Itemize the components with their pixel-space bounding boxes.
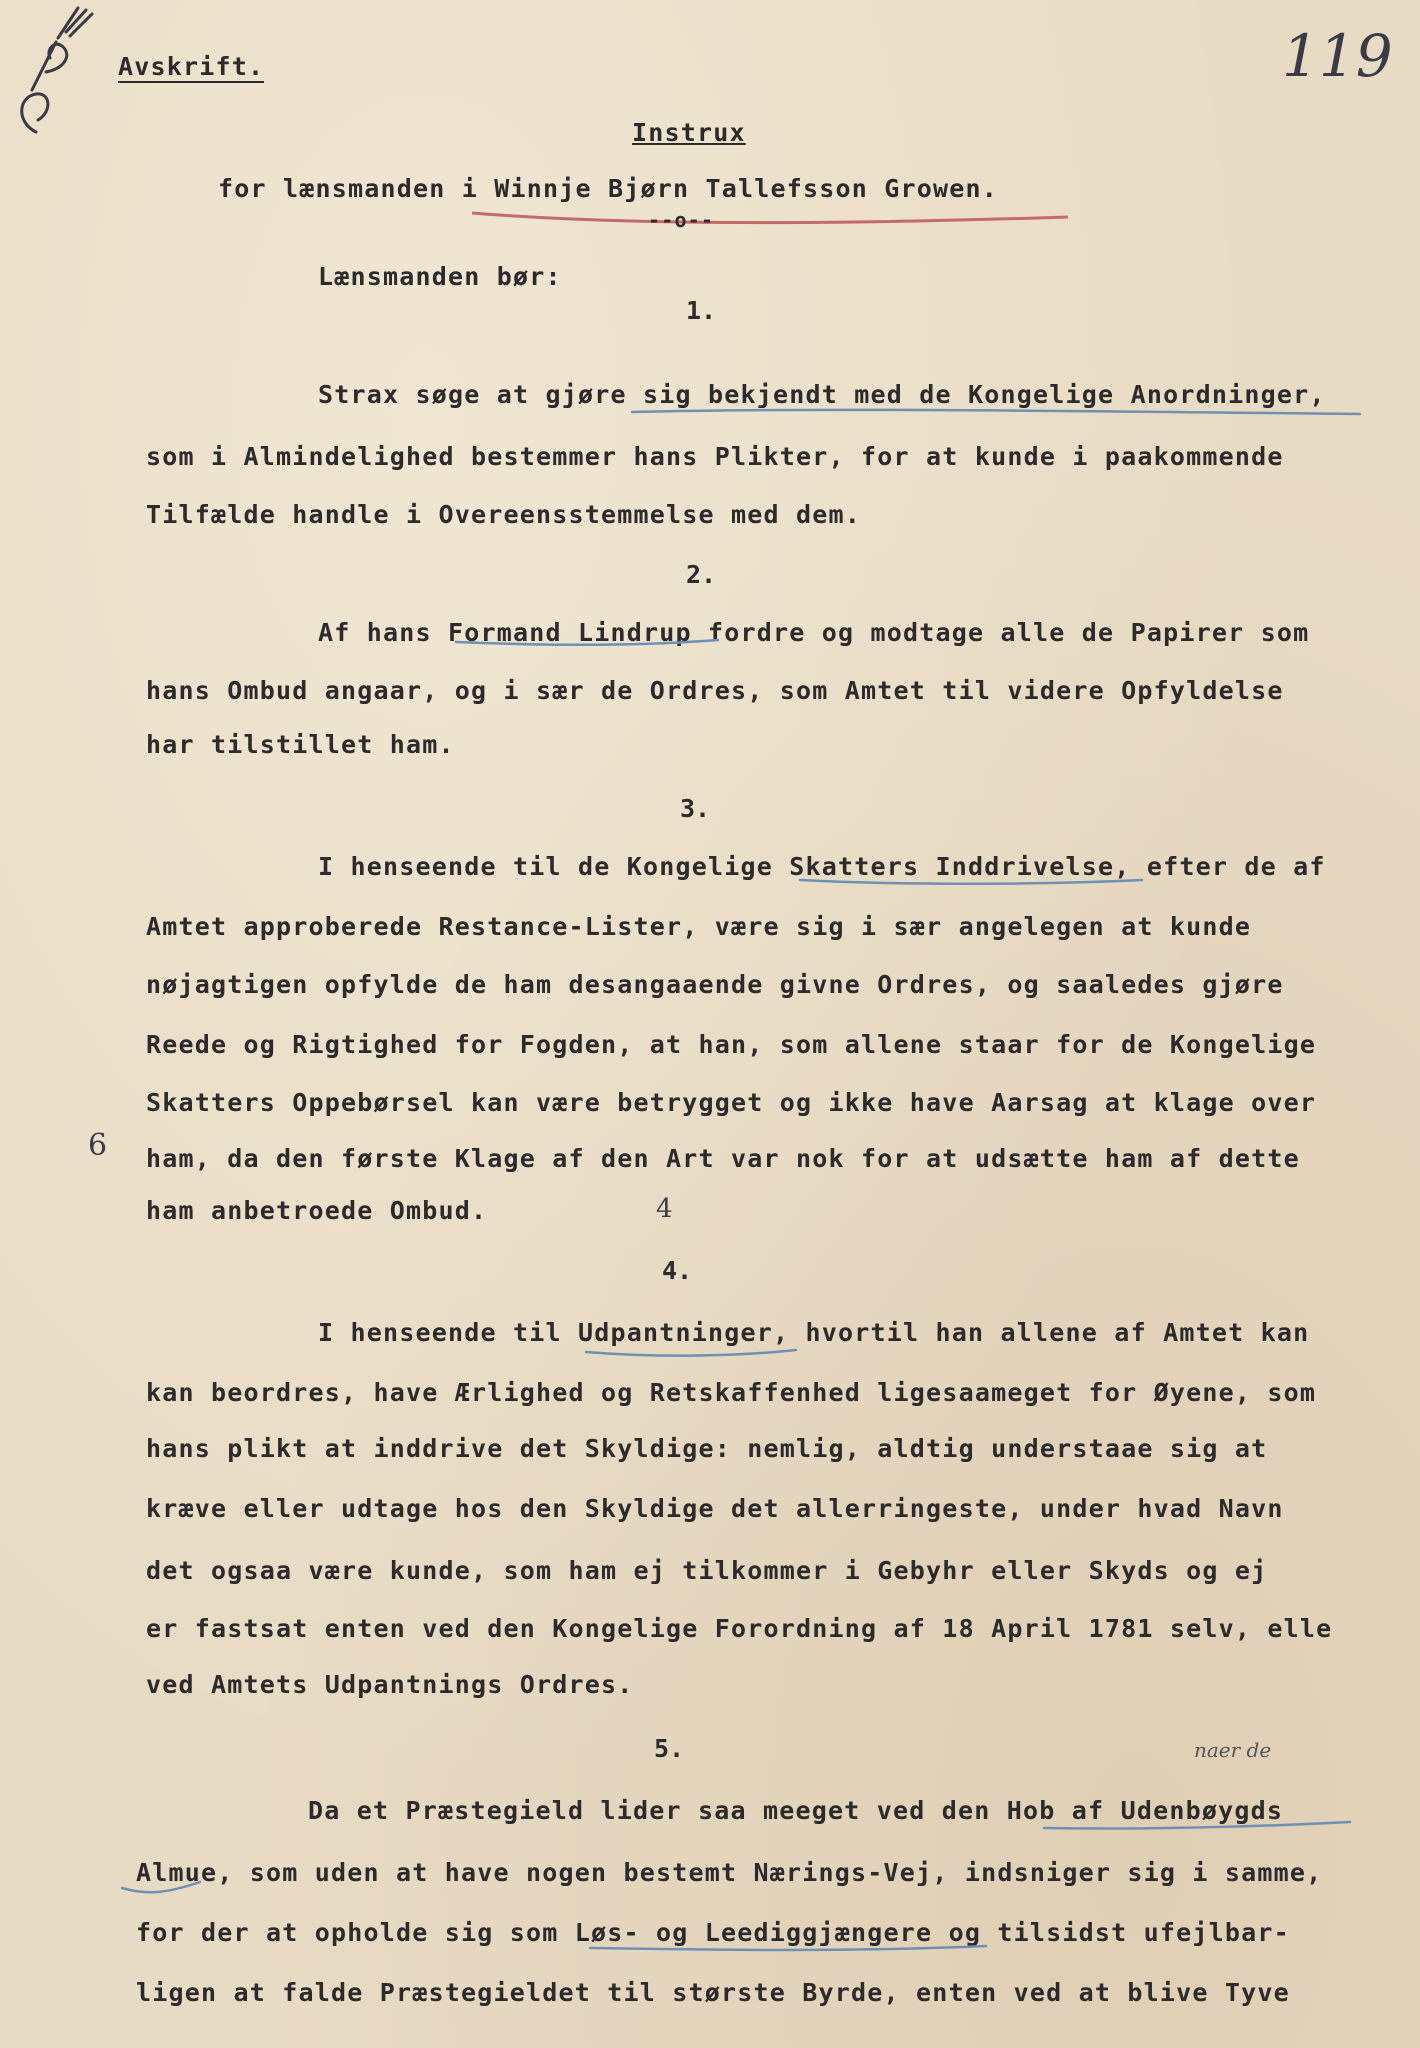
- section-4-line: det ogsaa være kunde, som ham ej tilkommer i Gebyhr eller Skyds og ej: [146, 1556, 1268, 1585]
- section-2-number: 2.: [686, 560, 717, 589]
- section-5-line: ligen at falde Præstegieldet til største Byrde, enten ved at blive Tyve: [136, 1978, 1290, 2007]
- section-5-line: Da et Præstegield lider saa meeget ved den Hob af Udenbøygds: [308, 1796, 1284, 1825]
- section-2-line: hans Ombud angaar, og i sær de Ordres, som Amtet til videre Opfyldelse: [146, 676, 1284, 705]
- section-1-line: Strax søge at gjøre sig bekjendt med de Kongelige Anordninger,: [318, 380, 1326, 409]
- title-separator: --o--: [648, 208, 715, 232]
- section-4-line: kan beordres, have Ærlighed og Retskaffenhed ligesaameget for Øyene, som: [146, 1378, 1317, 1407]
- section-3-line: Amtet approberede Restance-Lister, være sig i sær angelegen at kunde: [146, 912, 1252, 941]
- section-4-line: er fastsat enten ved den Kongelige Forordning af 18 April 1781 selv, elle: [146, 1614, 1333, 1643]
- section-3-line: nøjagtigen opfylde de ham desangaaende givne Ordres, og saaledes gjøre: [146, 970, 1284, 999]
- section-3-line: Reede og Rigtighed for Fogden, at han, som allene staar for de Kongelige: [146, 1030, 1317, 1059]
- title-line-1: Instrux: [632, 118, 746, 147]
- margin-note-6: 6: [88, 1128, 108, 1163]
- section-1-line: som i Almindelighed bestemmer hans Plikter, for at kunde i paakommende: [146, 442, 1284, 471]
- section-3-number: 3.: [680, 794, 711, 823]
- section-5-line: Almue, som uden at have nogen bestemt Nærings-Vej, indsniger sig i samme,: [136, 1858, 1323, 1887]
- section-4-number: 4.: [662, 1256, 693, 1285]
- section-4-line: hans plikt at inddrive det Skyldige: nemlig, aldtig understaae sig at: [146, 1434, 1268, 1463]
- section-2-line: har tilstillet ham.: [146, 730, 455, 759]
- section-3-line: ham anbetroede Ombud.: [146, 1196, 488, 1225]
- section-3-line: I henseende til de Kongelige Skatters Inddrivelse, efter de af: [318, 852, 1326, 881]
- margin-note-4: 4: [656, 1194, 673, 1224]
- title-line-2: for lænsmanden i Winnje Bjørn Tallefsson Growen.: [218, 174, 999, 203]
- section-1-number: 1.: [686, 296, 717, 325]
- section-4-line: ved Amtets Udpantnings Ordres.: [146, 1670, 634, 1699]
- insert-note: naer de: [1194, 1738, 1272, 1762]
- section-3-line: ham, da den første Klage af den Art var nok for at udsætte ham af dette: [146, 1144, 1300, 1173]
- section-3-line: Skatters Oppebørsel kan være betrygget og ikke have Aarsag at klage over: [146, 1088, 1317, 1117]
- section-4-line: I henseende til Udpantninger, hvortil han allene af Amtet kan: [318, 1318, 1310, 1347]
- intro-text: Lænsmanden bør:: [318, 262, 562, 291]
- section-5-line: for der at opholde sig som Løs- og Leediggjængere og tilsidst ufejlbar-: [136, 1918, 1290, 1947]
- document-label: Avskrift.: [118, 52, 265, 81]
- section-1-line: Tilfælde handle i Overeensstemmelse med dem.: [146, 500, 862, 529]
- section-4-line: kræve eller udtage hos den Skyldige det allerringeste, under hvad Navn: [146, 1494, 1284, 1523]
- page-number: 119: [1282, 22, 1393, 90]
- section-5-number: 5.: [654, 1734, 685, 1763]
- section-2-line: Af hans Formand Lindrup fordre og modtage alle de Papirer som: [318, 618, 1310, 647]
